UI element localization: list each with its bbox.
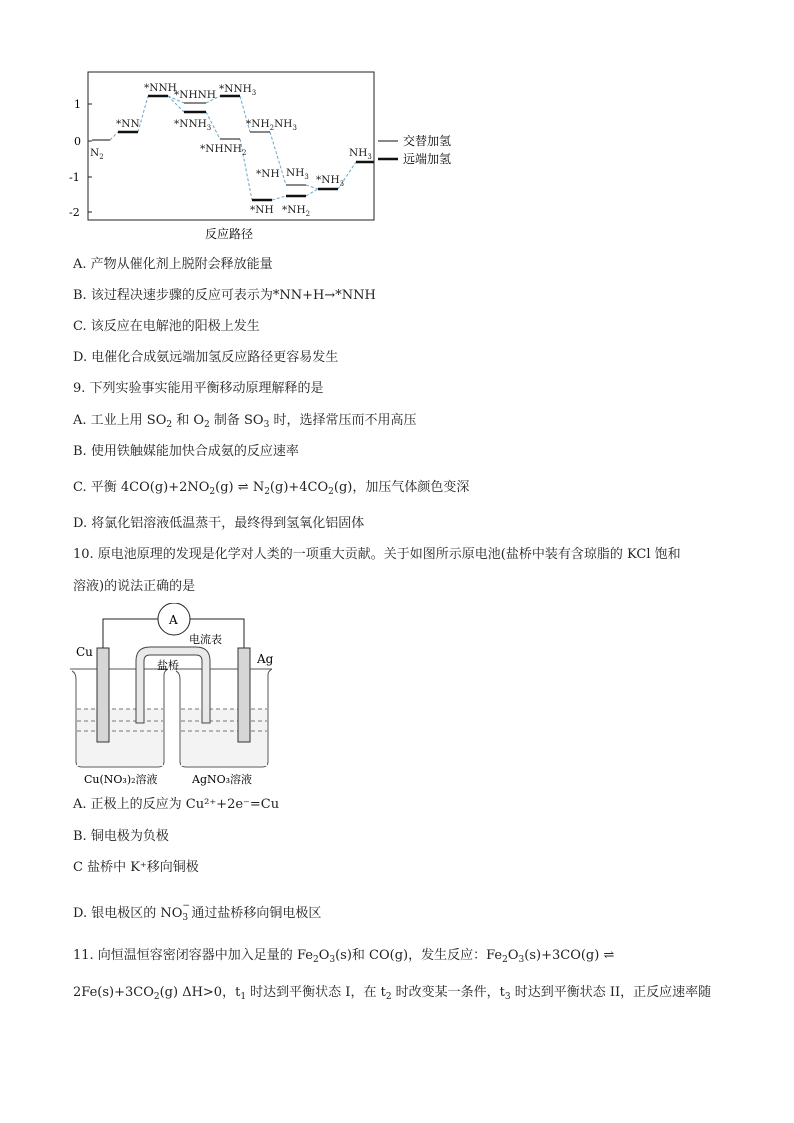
left-solution	[77, 709, 163, 766]
q8-option-d: D. 电催化合成氨远端加氢反应路径更容易发生	[73, 350, 339, 365]
label-nhnh: *NHNH	[174, 89, 216, 101]
silver-label: Ag	[257, 652, 274, 666]
y-tick-label: -1	[69, 171, 80, 184]
q9-option-c: C. 平衡 $4CO(g)+2NO_2(g)$ ⇌ $N_2(g)+4CO_2(g)$，加压气体颜色变深	[73, 480, 470, 497]
y-tick-label: 0	[74, 135, 81, 148]
q8-option-c: C. 该反应在电解池的阳极上发生	[73, 319, 260, 334]
label-nnh2: $*NNH_3$	[174, 118, 212, 132]
label-n2: $N_2$	[90, 147, 104, 161]
q9-option-b: B. 使用铁触媒能加快合成氨的反应速率	[73, 444, 299, 459]
label-nh3: $NH_3$	[286, 167, 309, 181]
label-nh-upper: *NH	[256, 168, 280, 180]
q10-stem-line1: 10. 原电池原理的发现是化学对人类的一项重大贡献。关于如图所示原电池(盐桥中装有含琼脂的 KCl 饱和	[73, 547, 681, 562]
q9-option-d: D. 将氯化铝溶液低温蒸干，最终得到氢氧化铝固体	[73, 516, 365, 531]
label-nn: *NN	[116, 118, 140, 130]
ammeter-label: 电流表	[189, 633, 222, 646]
label-nh3-ads: $*NH_3$	[316, 174, 345, 188]
q10-option-a: A. 正极上的反应为 Cu²⁺+2e⁻=Cu	[73, 797, 280, 812]
q11-line2: $2Fe(s)+3CO_2(g)$ ΔH>0，$t_1$ 时达到平衡状态 I，在 $t_2$ 时改变某一条件，$t_3$ 时达到平衡状态 II，正反应速率随	[73, 985, 712, 1002]
y-tick-label: 1	[74, 98, 81, 111]
label-nnh: *NNH	[144, 82, 177, 94]
q11-line1: 11. 向恒温恒容密闭容器中加入足量的 $Fe_2O_3(s)$和 CO(g)，发生反应：$Fe_2O_3(s)+3CO(g)$ ⇌	[73, 948, 615, 965]
label-nh3-gas: $NH_3$	[349, 147, 372, 161]
y-tick-label: -2	[69, 206, 80, 219]
galvanic-cell-figure	[66, 603, 286, 791]
label-nh2nh3: $*NH_2NH_3$	[246, 118, 297, 132]
q10-option-c: C 盐桥中 K⁺移向铜极	[73, 860, 199, 875]
ammeter-symbol: A	[169, 613, 178, 627]
legend-alternating: 交替加氢	[403, 134, 452, 148]
x-axis-label: 反应路径	[205, 227, 254, 241]
legend-distal: 远端加氢	[403, 152, 452, 166]
copper-electrode	[97, 648, 109, 742]
copper-label: Cu	[76, 645, 93, 659]
legend	[378, 133, 451, 166]
right-solution	[181, 709, 267, 766]
q9-stem: 9. 下列实验事实能用平衡移动原理解释的是	[73, 381, 324, 396]
q10-option-d: D. 银电极区的 NO − 3 通过盐桥移向铜电极区	[73, 901, 322, 923]
label-nnh3: $*NNH_3$	[219, 83, 257, 97]
q9-option-a: A. 工业上用 $SO_2$ 和 $O_2$ 制备 $SO_3$ 时，选择常压而不用高压	[73, 413, 417, 430]
silver-electrode	[238, 648, 250, 742]
label-nhnh2: $*NHNH_2$	[200, 143, 247, 157]
label-nh2: $*NH_2$	[282, 204, 311, 218]
salt-bridge-label: 盐桥	[157, 659, 179, 672]
q10-stem-line2: 溶液)的说法正确的是	[73, 579, 196, 594]
energy-profile-diagram	[60, 66, 480, 246]
left-solution-label: Cu(NO₃)₂溶液	[84, 773, 158, 786]
q8-option-b: B. 该过程决速步骤的反应可表示为*NN+H→*NNH	[73, 288, 376, 303]
q8-option-a: A. 产物从催化剂上脱附会释放能量	[73, 257, 273, 272]
right-solution-label: AgNO₃溶液	[192, 773, 253, 786]
label-nh-lower: *NH	[250, 204, 274, 216]
q10-option-b: B. 铜电极为负极	[73, 829, 169, 844]
